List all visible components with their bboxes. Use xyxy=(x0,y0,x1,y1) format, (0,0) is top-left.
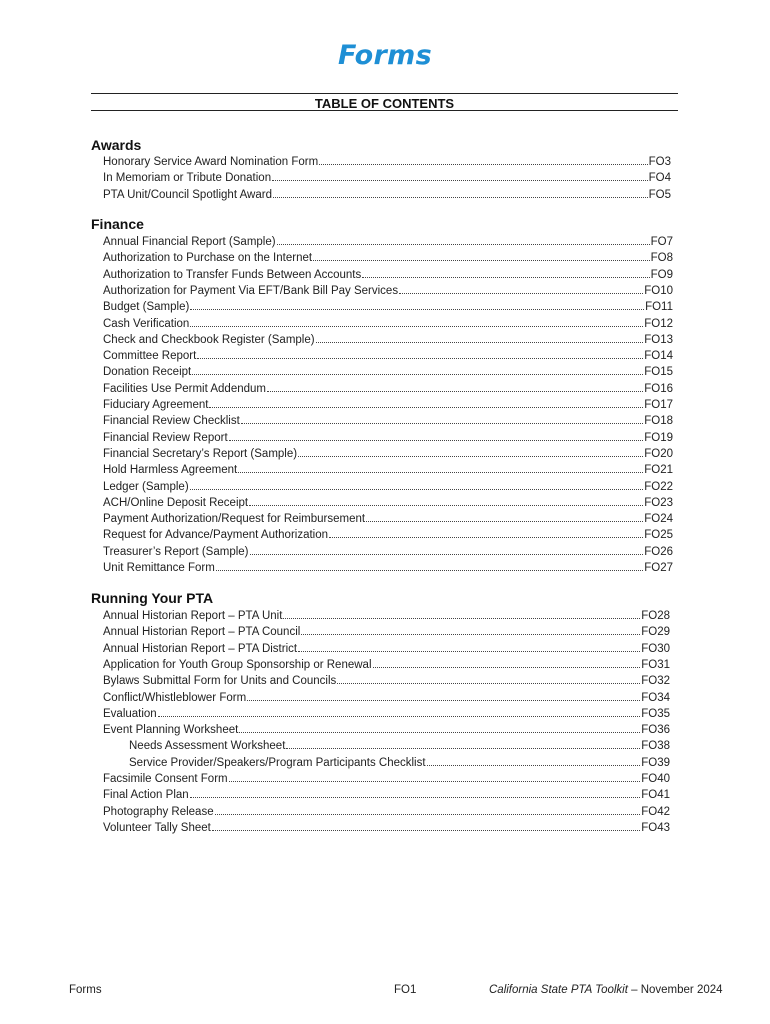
toc-entry[interactable] xyxy=(103,445,673,461)
toc-entry-page: FO7 xyxy=(650,236,673,248)
toc-entry[interactable] xyxy=(103,543,673,559)
toc-entry-label: Photography Release xyxy=(103,805,214,818)
toc-entry[interactable] xyxy=(129,754,670,770)
toc-entry-page: FO30 xyxy=(641,642,670,655)
dot-leader xyxy=(239,721,640,733)
toc-entry[interactable] xyxy=(103,169,671,185)
toc-entry-label: Financial Review Checklist xyxy=(103,415,240,428)
toc-entry-label: Authorization for Payment Via EFT/Bank Bill Pay Services xyxy=(103,284,399,297)
toc-entry-page: FO29 xyxy=(641,626,670,639)
dot-leader xyxy=(267,380,643,392)
toc-entry-label: Cash Verification xyxy=(103,317,190,330)
dot-leader xyxy=(241,412,643,424)
toc-entry-label: Final Action Plan xyxy=(103,789,189,802)
toc-entry-label: Check and Checkbook Register (Sample) xyxy=(103,333,315,346)
footer-publication-title: California State PTA Toolkit xyxy=(489,984,628,996)
toc-entry-page: FO31 xyxy=(641,658,670,671)
dot-leader xyxy=(212,819,640,831)
toc-entry[interactable] xyxy=(103,380,673,396)
toc-entry-page: FO40 xyxy=(641,773,670,785)
toc-entry[interactable] xyxy=(103,461,673,477)
toc-entry-page: FO20 xyxy=(644,447,673,460)
toc-entry-page: FO4 xyxy=(648,172,671,185)
toc-entry-page: FO9 xyxy=(650,268,673,281)
dot-leader xyxy=(190,315,643,327)
toc-entry-page: FO3 xyxy=(648,156,671,168)
dot-leader xyxy=(229,429,644,441)
toc-entry-label: Bylaws Submittal Form for Units and Councils xyxy=(103,675,337,688)
toc-entry[interactable] xyxy=(103,607,670,623)
toc-entry[interactable] xyxy=(103,819,670,835)
toc-entry-label: Treasurer’s Report (Sample) xyxy=(103,545,249,558)
toc-entry-label: Financial Secretary’s Report (Sample) xyxy=(103,447,298,460)
toc-entry-page: FO39 xyxy=(641,756,670,769)
footer-page-number: FO1 xyxy=(394,984,417,996)
toc-entry-page: FO21 xyxy=(644,464,673,477)
toc-entry-page: FO43 xyxy=(641,821,670,834)
toc-entry[interactable] xyxy=(103,803,670,819)
toc-entry-label: Budget (Sample) xyxy=(103,301,190,314)
section-heading: Awards xyxy=(91,137,142,153)
dot-leader xyxy=(190,786,641,798)
toc-entry-label: Ledger (Sample) xyxy=(103,480,189,493)
toc-entry[interactable] xyxy=(103,689,670,705)
dot-leader xyxy=(337,672,640,684)
dot-leader xyxy=(272,169,648,181)
dot-leader xyxy=(250,543,644,555)
toc-entry[interactable] xyxy=(103,331,673,347)
toc-entry-page: FO23 xyxy=(644,496,673,509)
toc-entry-label: Annual Historian Report – PTA Council xyxy=(103,626,301,639)
toc-entry-page: FO15 xyxy=(644,366,673,379)
toc-entry-label: ACH/Online Deposit Receipt xyxy=(103,496,249,509)
toc-entry[interactable] xyxy=(103,186,671,202)
toc-entry-page: FO25 xyxy=(644,529,673,542)
toc-entry[interactable] xyxy=(129,737,670,753)
footer-publication-date: – November 2024 xyxy=(627,984,723,996)
toc-entry-page: FO8 xyxy=(650,252,673,265)
toc-entry-label: Annual Historian Report – PTA Unit xyxy=(103,610,283,622)
toc-entry[interactable] xyxy=(103,347,673,363)
dot-leader xyxy=(316,331,644,343)
toc-entry-page: FO42 xyxy=(641,805,670,818)
toc-entry-page: FO27 xyxy=(644,562,673,574)
toc-entry[interactable] xyxy=(103,282,673,298)
toc-entry-label: Volunteer Tally Sheet xyxy=(103,821,211,834)
toc-entry[interactable] xyxy=(103,266,673,282)
toc-entry-label: Authorization to Purchase on the Internet xyxy=(103,252,313,265)
toc-entry[interactable] xyxy=(103,623,670,639)
dot-leader xyxy=(366,510,643,522)
toc-rule-bottom xyxy=(91,110,678,111)
dot-leader xyxy=(192,363,643,375)
toc-entry[interactable] xyxy=(103,412,673,428)
dot-leader xyxy=(319,153,647,165)
toc-entry-label: In Memoriam or Tribute Donation xyxy=(103,172,272,185)
toc-entry-page: FO28 xyxy=(641,610,670,622)
toc-entry-label: Financial Review Report xyxy=(103,431,228,444)
toc-entry-page: FO16 xyxy=(644,382,673,395)
toc-entry-label: Conflict/Whistleblower Form xyxy=(103,691,247,704)
toc-entry[interactable] xyxy=(103,656,670,672)
dot-leader xyxy=(249,494,643,506)
toc-entry-label: Unit Remittance Form xyxy=(103,562,215,574)
toc-entry-page: FO12 xyxy=(644,317,673,330)
footer-publication xyxy=(489,984,723,996)
toc-entry[interactable] xyxy=(103,786,670,802)
toc-entry[interactable] xyxy=(103,640,670,656)
toc-title: TABLE OF CONTENTS xyxy=(314,96,455,111)
dot-leader xyxy=(277,233,650,245)
toc-entry[interactable] xyxy=(103,526,673,542)
toc-entry-page: FO26 xyxy=(644,545,673,558)
dot-leader xyxy=(215,803,641,815)
toc-entry-label: Request for Advance/Payment Authorization xyxy=(103,529,329,542)
toc-entry-page: FO32 xyxy=(641,675,670,688)
section-heading: Finance xyxy=(91,216,144,232)
toc-entry[interactable] xyxy=(103,249,673,265)
toc-entry[interactable] xyxy=(103,363,673,379)
dot-leader xyxy=(362,266,649,278)
toc-entry-page: FO18 xyxy=(644,415,673,428)
toc-entry-page: FO36 xyxy=(641,724,670,737)
toc-entry[interactable] xyxy=(103,298,673,314)
toc-entry[interactable] xyxy=(103,770,670,786)
toc-entry-page: FO24 xyxy=(644,513,673,526)
dot-leader xyxy=(313,249,650,261)
dot-leader xyxy=(190,478,644,490)
dot-leader xyxy=(216,559,643,571)
toc-entry-label: Authorization to Transfer Funds Between Accounts xyxy=(103,268,362,281)
toc-entry-page: FO13 xyxy=(644,333,673,346)
footer-section-name: Forms xyxy=(69,984,102,996)
dot-leader xyxy=(427,754,641,766)
dot-leader xyxy=(373,656,641,668)
toc-entry-label: Committee Report xyxy=(103,350,197,363)
dot-leader xyxy=(399,282,643,294)
toc-entry-page: FO5 xyxy=(648,188,671,201)
toc-entry[interactable] xyxy=(103,396,673,412)
toc-entry-label: Annual Historian Report – PTA District xyxy=(103,642,298,655)
section-heading: Running Your PTA xyxy=(91,590,214,606)
toc-entry-page: FO34 xyxy=(641,691,670,704)
toc-entry[interactable] xyxy=(103,672,670,688)
toc-entry-label: Fiduciary Agreement xyxy=(103,399,209,411)
toc-entry-label: Event Planning Worksheet xyxy=(103,724,239,737)
toc-entry-label: Payment Authorization/Request for Reimbursement xyxy=(103,513,366,526)
toc-rule-top xyxy=(91,93,678,94)
dot-leader xyxy=(209,396,643,408)
dot-leader xyxy=(283,607,640,619)
toc-entry[interactable] xyxy=(103,153,671,169)
dot-leader xyxy=(238,461,643,473)
toc-entry[interactable] xyxy=(103,510,673,526)
toc-entry-label: Hold Harmless Agreement xyxy=(103,464,238,477)
dot-leader xyxy=(298,445,643,457)
toc-entry[interactable] xyxy=(103,721,670,737)
toc-entry-label: Application for Youth Group Sponsorship or Renewal xyxy=(103,658,372,671)
dot-leader xyxy=(229,770,641,782)
toc-entry-page: FO22 xyxy=(644,480,673,493)
toc-entry[interactable] xyxy=(103,233,673,249)
toc-entry-label: Facilities Use Permit Addendum xyxy=(103,382,266,395)
toc-entry-label: Service Provider/Speakers/Program Participants Checklist xyxy=(129,756,426,769)
toc-entry-label: Evaluation xyxy=(103,707,157,720)
dot-leader xyxy=(286,737,640,749)
toc-entry-page: FO41 xyxy=(641,789,670,802)
page-title: Forms xyxy=(338,40,432,71)
toc-entry[interactable] xyxy=(103,494,673,510)
dot-leader xyxy=(247,689,640,701)
toc-entry-label: Facsimile Consent Form xyxy=(103,773,228,785)
toc-entry-page: FO19 xyxy=(644,431,673,444)
toc-entry[interactable] xyxy=(103,705,670,721)
toc-entry[interactable] xyxy=(103,429,673,445)
toc-entry-label: Donation Receipt xyxy=(103,366,192,379)
toc-entry-label: PTA Unit/Council Spotlight Award xyxy=(103,188,272,201)
toc-entry-label: Annual Financial Report (Sample) xyxy=(103,236,276,248)
toc-entry-page: FO17 xyxy=(644,399,673,411)
toc-entry-page: FO14 xyxy=(644,350,673,363)
dot-leader xyxy=(273,186,648,198)
dot-leader xyxy=(158,705,641,717)
toc-entry-page: FO10 xyxy=(644,284,673,297)
dot-leader xyxy=(329,526,643,538)
toc-entry-page: FO38 xyxy=(641,740,670,753)
dot-leader xyxy=(298,640,640,652)
dot-leader xyxy=(190,298,644,310)
toc-entry[interactable] xyxy=(103,315,673,331)
toc-entry-label: Honorary Service Award Nomination Form xyxy=(103,156,319,168)
toc-entry[interactable] xyxy=(103,559,673,575)
toc-entry-page: FO35 xyxy=(641,707,670,720)
toc-entry-label: Needs Assessment Worksheet xyxy=(129,740,286,753)
toc-entry-page: FO11 xyxy=(645,301,673,314)
toc-entry[interactable] xyxy=(103,478,673,494)
dot-leader xyxy=(301,623,640,635)
dot-leader xyxy=(197,347,643,359)
